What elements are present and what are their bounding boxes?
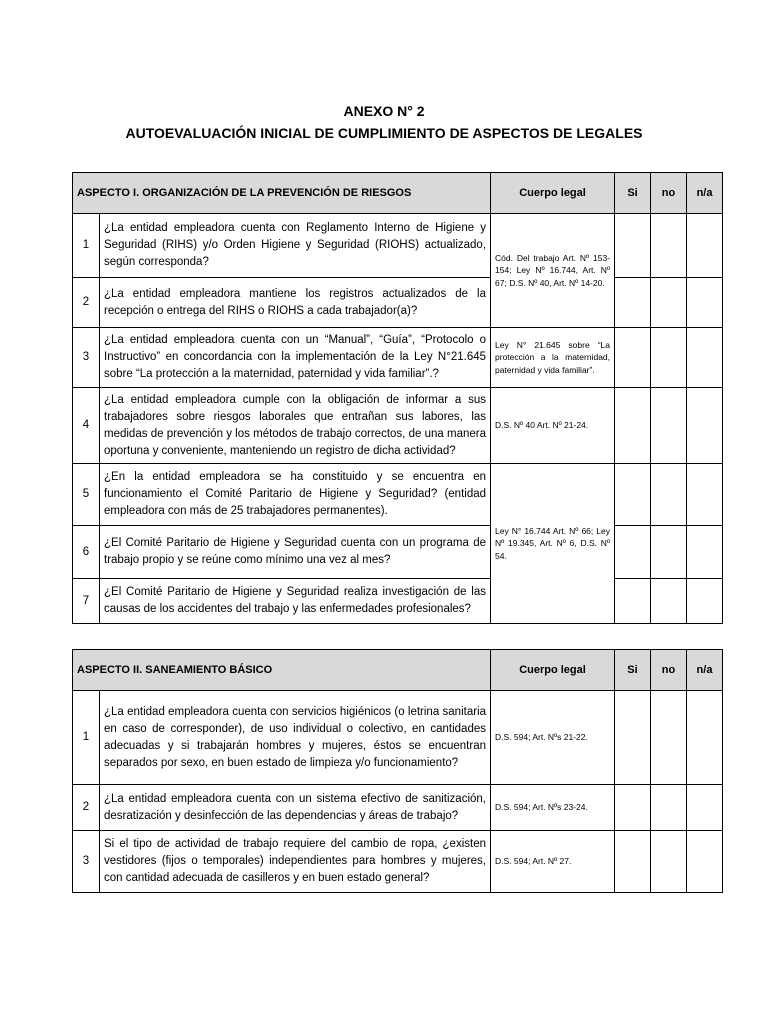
question-text: ¿La entidad empleadora cuenta con un “Manual”, “Guía”, “Protocolo o Instructivo” en concordancia con la implementación de la Ley N°21.645 sobre “La protección a la maternidad, paternidad y vida familiar”.?	[100, 328, 491, 388]
si-checkbox-cell[interactable]	[615, 785, 651, 831]
table-row	[73, 785, 723, 831]
legal-reference: Ley N° 16.744 Art. Nº 66; Ley Nº 19.345, Art. Nº 6, D.S. Nº 54.	[491, 464, 615, 624]
aspect-2-table	[72, 649, 723, 893]
na-checkbox-cell[interactable]	[687, 278, 723, 328]
row-number: 1	[73, 691, 100, 785]
row-number: 3	[73, 328, 100, 388]
no-checkbox-cell[interactable]	[651, 579, 687, 624]
table-row	[73, 464, 723, 526]
no-checkbox-cell[interactable]	[651, 214, 687, 278]
no-checkbox-cell[interactable]	[651, 831, 687, 893]
na-checkbox-cell[interactable]	[687, 388, 723, 464]
row-number: 5	[73, 464, 100, 526]
row-number: 2	[73, 785, 100, 831]
question-text: ¿La entidad empleadora cuenta con servicios higiénicos (o letrina sanitaria en caso de corresponder), de uso individual o colectivo, en cantidades adecuadas y si trabajarán hombres y mujeres, éstos se encuentran separados por sexo, en buen estado de limpieza y/o funcionamiento?	[100, 691, 491, 785]
si-checkbox-cell[interactable]	[615, 388, 651, 464]
si-checkbox-cell[interactable]	[615, 328, 651, 388]
table-row	[73, 328, 723, 388]
legal-reference: D.S. 594; Art. Nºs 23-24.	[491, 785, 615, 831]
na-checkbox-cell[interactable]	[687, 691, 723, 785]
na-checkbox-cell[interactable]	[687, 831, 723, 893]
row-number: 6	[73, 526, 100, 579]
legal-reference: Cód. Del trabajo Art. Nº 153-154; Ley Nº 16.744, Art. Nº 67; D.S. Nº 40, Art. Nº 14-20.	[491, 214, 615, 328]
row-number: 3	[73, 831, 100, 893]
si-column-header: Si	[615, 650, 651, 691]
table-row	[73, 831, 723, 893]
legal-column-header: Cuerpo legal	[491, 650, 615, 691]
document-title: AUTOEVALUACIÓN INICIAL DE CUMPLIMIENTO DE ASPECTOS DE LEGALES	[125, 125, 643, 141]
na-checkbox-cell[interactable]	[687, 526, 723, 579]
na-column-header: n/a	[687, 650, 723, 691]
table-row	[73, 278, 723, 328]
table-row	[73, 526, 723, 579]
si-column-header: Si	[615, 173, 651, 214]
si-checkbox-cell[interactable]	[615, 691, 651, 785]
no-column-header: no	[651, 173, 687, 214]
aspect-1-table	[72, 172, 723, 624]
table-row	[73, 388, 723, 464]
table-header-row	[73, 650, 723, 691]
legal-reference: D.S. Nº 40 Art. Nº 21-24.	[491, 388, 615, 464]
no-checkbox-cell[interactable]	[651, 691, 687, 785]
legal-reference: D.S. 594; Art. Nº 27.	[491, 831, 615, 893]
question-text: Si el tipo de actividad de trabajo requiere del cambio de ropa, ¿existen vestidores (fijos o temporales) independientes para hombres y mujeres, con cantidad adecuada de casilleros y en buen estado general?	[100, 831, 491, 893]
question-text: ¿En la entidad empleadora se ha constituido y se encuentra en funcionamiento el Comité Paritario de Higiene y Seguridad? (entidad empleadora con más de 25 trabajadores permanentes).	[100, 464, 491, 526]
aspect-2-title: ASPECTO II. SANEAMIENTO BÁSICO	[73, 650, 491, 691]
na-column-header: n/a	[687, 173, 723, 214]
si-checkbox-cell[interactable]	[615, 526, 651, 579]
table-header-row	[73, 173, 723, 214]
no-checkbox-cell[interactable]	[651, 526, 687, 579]
question-text: ¿El Comité Paritario de Higiene y Seguridad realiza investigación de las causas de los accidentes del trabajo y las enfermedades profesionales?	[100, 579, 491, 624]
na-checkbox-cell[interactable]	[687, 579, 723, 624]
table-row	[73, 579, 723, 624]
aspect-1-title: ASPECTO I. ORGANIZACIÓN DE LA PREVENCIÓN DE RIESGOS	[73, 173, 491, 214]
na-checkbox-cell[interactable]	[687, 214, 723, 278]
question-text: ¿La entidad empleadora cumple con la obligación de informar a sus trabajadores sobre riesgos laborales que entrañan sus labores, las medidas de prevención y los métodos de trabajo correctos, de una manera oportuna y conveniente, manteniendo un registro de dicha actividad?	[100, 388, 491, 464]
legal-reference: D.S. 594; Art. Nºs 21-22.	[491, 691, 615, 785]
no-checkbox-cell[interactable]	[651, 388, 687, 464]
si-checkbox-cell[interactable]	[615, 579, 651, 624]
si-checkbox-cell[interactable]	[615, 278, 651, 328]
row-number: 1	[73, 214, 100, 278]
question-text: ¿La entidad empleadora cuenta con Reglamento Interno de Higiene y Seguridad (RIHS) y/o Orden Higiene y Seguridad (RIOHS) actualizado, según corresponda?	[100, 214, 491, 278]
legal-reference: Ley N° 21.645 sobre “La protección a la maternidad, paternidad y vida familiar”.	[491, 328, 615, 388]
si-checkbox-cell[interactable]	[615, 214, 651, 278]
row-number: 4	[73, 388, 100, 464]
row-number: 7	[73, 579, 100, 624]
na-checkbox-cell[interactable]	[687, 328, 723, 388]
no-checkbox-cell[interactable]	[651, 464, 687, 526]
question-text: ¿La entidad empleadora cuenta con un sistema efectivo de sanitización, desratización y desinfección de las dependencias y áreas de trabajo?	[100, 785, 491, 831]
na-checkbox-cell[interactable]	[687, 464, 723, 526]
no-checkbox-cell[interactable]	[651, 278, 687, 328]
no-column-header: no	[651, 650, 687, 691]
si-checkbox-cell[interactable]	[615, 464, 651, 526]
annex-title: ANEXO N° 2	[343, 103, 425, 119]
table-row	[73, 691, 723, 785]
row-number: 2	[73, 278, 100, 328]
table-row	[73, 214, 723, 278]
na-checkbox-cell[interactable]	[687, 785, 723, 831]
question-text: ¿El Comité Paritario de Higiene y Seguridad cuenta con un programa de trabajo propio y se reúne como mínimo una vez al mes?	[100, 526, 491, 579]
no-checkbox-cell[interactable]	[651, 328, 687, 388]
si-checkbox-cell[interactable]	[615, 831, 651, 893]
question-text: ¿La entidad empleadora mantiene los registros actualizados de la recepción o entrega del RIHS o RIOHS a cada trabajador(a)?	[100, 278, 491, 328]
no-checkbox-cell[interactable]	[651, 785, 687, 831]
legal-column-header: Cuerpo legal	[491, 173, 615, 214]
